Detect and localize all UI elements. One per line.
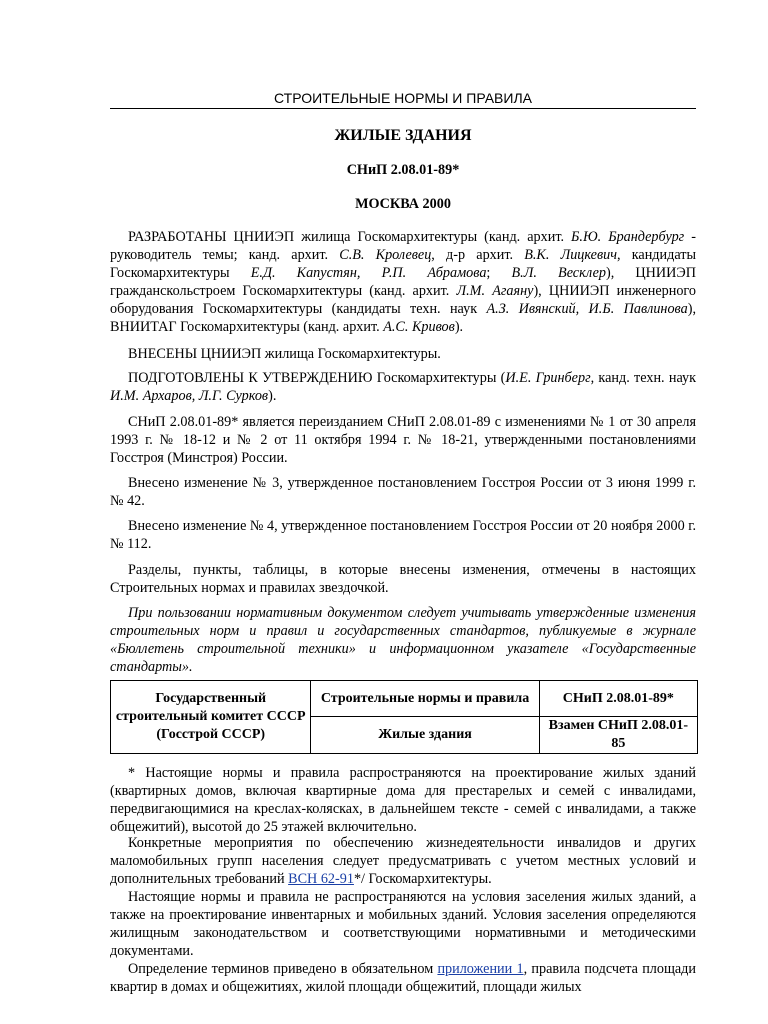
introduced-paragraph: ВНЕСЕНЫ ЦНИИЭП жилища Госкомархитектуры. <box>128 346 441 362</box>
norms-cell: Строительные нормы и правила <box>311 681 539 717</box>
exclusions-paragraph: Настоящие нормы и правила не распространяются на условия заселения жилых зданий, а также на проектирование инвентарных и мобильных зданий. Условия заселения определяются жилищным законодательством и соответствующими нормативными и методическими документами. <box>110 889 696 959</box>
buildings-cell: Жилые здания <box>311 717 539 754</box>
header-divider <box>110 108 696 109</box>
change-3-paragraph: Внесено изменение № 3, утвержденное постановлением Госстроя России от 3 июня 1999 г. № 42. <box>110 475 696 509</box>
marked-sections-paragraph: Разделы, пункты, таблицы, в которые внесены изменения, отмечены в настоящих Строительных нормах и правилах звездочкой. <box>110 562 696 596</box>
disabled-measures-paragraph: Конкретные мероприятия по обеспечению жизнедеятельности инвалидов и других маломобильных групп населения следует предусматривать с учетом местных условий и дополнительных требований ВСН 62-91*/ Госкомархитектуры. <box>110 835 696 887</box>
appendix-1-link[interactable]: приложении 1 <box>437 961 524 977</box>
usage-notice-paragraph: При пользовании нормативным документом следует учитывать утвержденные изменения строительных норм и правил и государственных стандартов, публикуемые в журнале «Бюллетень строительной техники» и информационном указателе «Государственные стандарты». <box>110 605 696 675</box>
prepared-paragraph: ПОДГОТОВЛЕНЫ К УТВЕРЖДЕНИЮ Госкомархитектуры (И.Е. Гринберг, канд. техн. наук И.М. Архаров, Л.Г. Сурков). <box>110 370 697 404</box>
developers-paragraph: РАЗРАБОТАНЫ ЦНИИЭП жилища Госкомархитектуры (канд. архит. Б.Ю. Брандербург - руководитель темы; канд. архит. С.В. Кролевец, д-р архит. В.К. Лицкевич, кандидаты Госкомархитектуры Е.Д. Капустян, Р.П. Абрамова; В.Л. Весклер), ЦНИИЭП гражданскольстроем Госкомархитектуры (канд. архит. Л.М. Агаяну), ЦНИИЭП инженерного оборудования Госкомархитектуры (кандидаты техн. наук А.З. Ивянский, И.Б. Павлинова), ВНИИТАГ Госкомархитектуры (канд. архит. А.С. Кривов). <box>110 229 696 335</box>
scope-paragraph: * Настоящие нормы и правила распространяются на проектирование жилых зданий (квартирных домов, включая квартирные дома для престарелых и семей с инвалидами, передвигающимися на креслах-колясках, в дальнейшем тексте - семей с инвалидами, а также общежитий), высотой до 25 этажей включительно. <box>110 765 696 835</box>
change-4-paragraph: Внесено изменение № 4, утвержденное постановлением Госстроя России от 20 ноября 2000 г. № 112. <box>110 518 696 552</box>
document-title: ЖИЛЫЕ ЗДАНИЯ <box>334 127 472 144</box>
document-city-year: МОСКВА 2000 <box>355 196 451 212</box>
document-header-table <box>110 680 698 754</box>
terms-paragraph: Определение терминов приведено в обязательном приложении 1, правила подсчета площади квартир в домах и общежитиях, жилой площади общежитий, площади жилых <box>110 961 696 995</box>
vsn-62-91-link[interactable]: ВСН 62-91 <box>288 871 354 887</box>
document-code: СНиП 2.08.01-89* <box>346 162 460 178</box>
code-cell: СНиП 2.08.01-89* <box>539 681 697 717</box>
replaces-cell: Взамен СНиП 2.08.01-85 <box>539 717 697 754</box>
committee-cell: Государственный строительный комитет СССР (Госстрой СССР) <box>111 681 311 754</box>
document-series-heading: СТРОИТЕЛЬНЫЕ НОРМЫ И ПРАВИЛА <box>274 90 532 106</box>
reissue-paragraph: СНиП 2.08.01-89* является переизданием СНиП 2.08.01-89 с изменениями № 1 от 30 апреля 1993 г. № 18-12 и № 2 от 11 октября 1994 г. № 18-21, утвержденными постановлениями Госстроя (Минстроя) России. <box>110 414 696 466</box>
